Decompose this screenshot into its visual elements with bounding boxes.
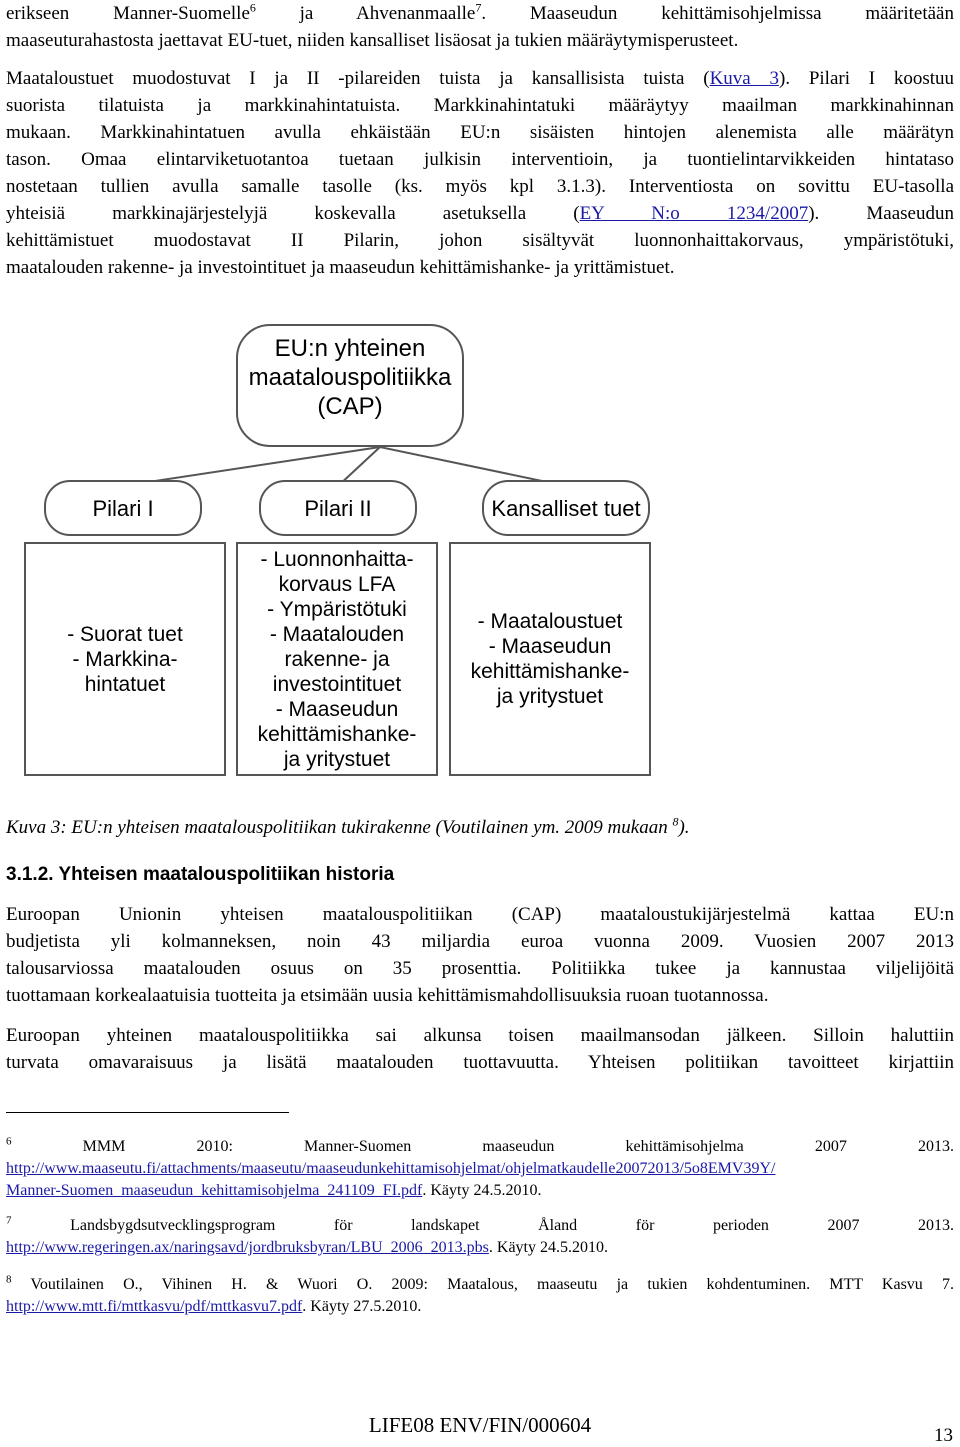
- footnote-ref-6[interactable]: 6: [249, 0, 256, 15]
- intro-line-1: erikseen Manner-Suomelle$^6$ ja Ahvenanmaalle$^7$. Maaseudun kehittämisohjelmissa määritetään: [6, 0, 954, 24]
- footnote-ref-7[interactable]: 7: [475, 0, 482, 15]
- footnote-6: [6, 1136, 954, 1202]
- history-paragraph-1: [6, 901, 954, 1009]
- figure-caption: Kuva 3: EU:n yhteisen maatalouspolitiikan tukirakenne (Voutilainen ym. 2009 mukaan $^8$).: [6, 814, 690, 838]
- footnote-8: [6, 1274, 954, 1318]
- footnote-6-link-cont[interactable]: Manner-Suomen_maaseudun_kehittamisohjelma_241109_FI.pdf: [6, 1182, 423, 1199]
- p2-line-3: talousarviossa maatalouden osuus on 35 prosenttia. Politiikka tukee ja kannustaa viljelijöitä: [6, 958, 954, 979]
- p1-line-8: maatalouden rakenne- ja investointituet ja maaseudun kehittämishanke- ja yrittämistuet.: [6, 257, 675, 278]
- pillar-2-node: Pilari II: [259, 480, 417, 536]
- footnote-6-link[interactable]: http://www.maaseutu.fi/attachments/maaseutu/maaseudunkehittamisohjelmat/ohjelmatkaudelle20072013/5o8EMV39Y/: [6, 1160, 776, 1177]
- national-items: - Maataloustuet - Maaseudun kehittämishanke- ja yritystuet: [470, 610, 630, 708]
- regulation-link[interactable]: EY N:o 1234/2007: [579, 203, 809, 224]
- footnote-7-line-2: http://www.regeringen.ax/naringsavd/jordbruksbyran/LBU_2006_2013.pbs. Käyty 24.5.2010.: [6, 1239, 608, 1256]
- intro-line-2: maaseuturahastosta jaettavat EU-tuet, niiden kansalliset lisäosat ja tukien määräytymisperusteet.: [6, 30, 739, 51]
- footnote-8-line-2: http://www.mtt.fi/mttkasvu/pdf/mttkasvu7.pdf. Käyty 27.5.2010.: [6, 1298, 422, 1315]
- p1-line-3: mukaan. Markkinahintatuen avulla ehkäistään EU:n sisäisten hintojen alenemista alle määrätyn: [6, 122, 954, 143]
- section-heading: 3.1.2. Yhteisen maatalouspolitiikan historia: [6, 864, 395, 885]
- pillar-2-items-box: [236, 542, 438, 776]
- footnote-7-link[interactable]: http://www.regeringen.ax/naringsavd/jordbruksbyran/LBU_2006_2013.pbs: [6, 1239, 489, 1256]
- history-paragraph-2: [6, 1022, 954, 1076]
- p1-line-6: yhteisiä markkinajärjestelyjä koskevalla asetuksella (EY N:o 1234/2007). Maaseudun: [6, 203, 954, 224]
- p1-line-1: Maataloustuet muodostuvat I ja II -pilareiden tuista ja kansallisista tuista (Kuva 3). Pilari I koostuu: [6, 68, 955, 89]
- national-support-node: Kansalliset tuet: [482, 480, 650, 536]
- p3-line-2: turvata omavaraisuus ja lisätä maatalouden tuottavuutta. Yhteisen politiikan tavoitteet kirjattiin: [6, 1052, 954, 1073]
- pillar-1-items: - Suorat tuet - Markkina- hintatuet: [67, 622, 183, 696]
- footnote-7: [6, 1215, 954, 1259]
- footnote-separator: [6, 1112, 289, 1113]
- footnote-7-line-1: $^7$ Landsbygdsutvecklingsprogram för landskapet Åland för perioden 2007 2013.: [6, 1214, 955, 1234]
- pillar-1-node: Pilari I: [44, 480, 202, 536]
- p2-line-1: Euroopan Unionin yhteisen maatalouspolitiikan (CAP) maataloustukijärjestelmä kattaa EU:n: [6, 904, 954, 925]
- page-footer: LIFE08 ENV/FIN/000604: [368, 1413, 592, 1437]
- pillar-2-items: - Luonnonhaitta- korvaus LFA - Ympäristötuki - Maatalouden rakenne- ja investointituet - Maaseudun kehittämishanke- ja yritystuet: [257, 547, 417, 771]
- footnote-6-line-3: Manner-Suomen_maaseudun_kehittamisohjelma_241109_FI.pdf. Käyty 24.5.2010.: [6, 1182, 542, 1199]
- footnote-8-link[interactable]: http://www.mtt.fi/mttkasvu/pdf/mttkasvu7.pdf: [6, 1298, 303, 1315]
- p1-line-5: nostetaan tullien avulla samalle tasolle (ks. myös kpl 3.1.3). Interventiosta on sovittu EU-tasolla: [6, 176, 954, 197]
- p1-line-2: suorista tilatuista ja markkinahintatuista. Markkinahintatuki määräytyy maailman markkinahinnan: [6, 95, 954, 116]
- cap-node-label: EU:n yhteinen maatalouspolitiikka (CAP): [248, 335, 452, 420]
- footnote-ref-8[interactable]: 8: [672, 814, 679, 829]
- footnote-6-line-1: $^6$ MMM 2010: Manner-Suomen maaseudun kehittämisohjelma 2007 2013.: [6, 1135, 954, 1155]
- figure-link-kuva-3[interactable]: Kuva 3: [709, 68, 779, 89]
- national-items-box: [449, 542, 651, 776]
- p1-line-4: tason. Omaa elintarviketuotantoa tuetaan julkisin interventioin, ja tuontielintarvikkeiden hintataso: [6, 149, 954, 170]
- footnote-8-line-1: $^8$ Voutilainen O., Vihinen H. & Wuori O. 2009: Maatalous, maaseutu ja tukien kohdentuminen. MTT Kasvu 7.: [6, 1273, 954, 1293]
- p2-line-2: budjetista yli kolmanneksen, noin 43 miljardia euroa vuonna 2009. Vuosien 2007 2013: [6, 931, 954, 952]
- pillar-1-items-box: [24, 542, 226, 776]
- footnote-6-line-2: [6, 1158, 954, 1180]
- page-number: 13: [934, 1425, 953, 1446]
- p2-line-4: tuottamaan korkealaatuisia tuotteita ja etsimään uusia kehittämismahdollisuuksia ruoan tuotannossa.: [6, 985, 769, 1006]
- cap-node: [236, 324, 464, 447]
- p3-line-1: Euroopan yhteinen maatalouspolitiikka sai alkunsa toisen maailmansodan jälkeen. Silloin haluttiin: [6, 1025, 954, 1046]
- p1-line-7: kehittämistuet muodostavat II Pilarin, johon sisältyvät luonnonhaittakorvaus, ympäristötuki,: [6, 230, 954, 251]
